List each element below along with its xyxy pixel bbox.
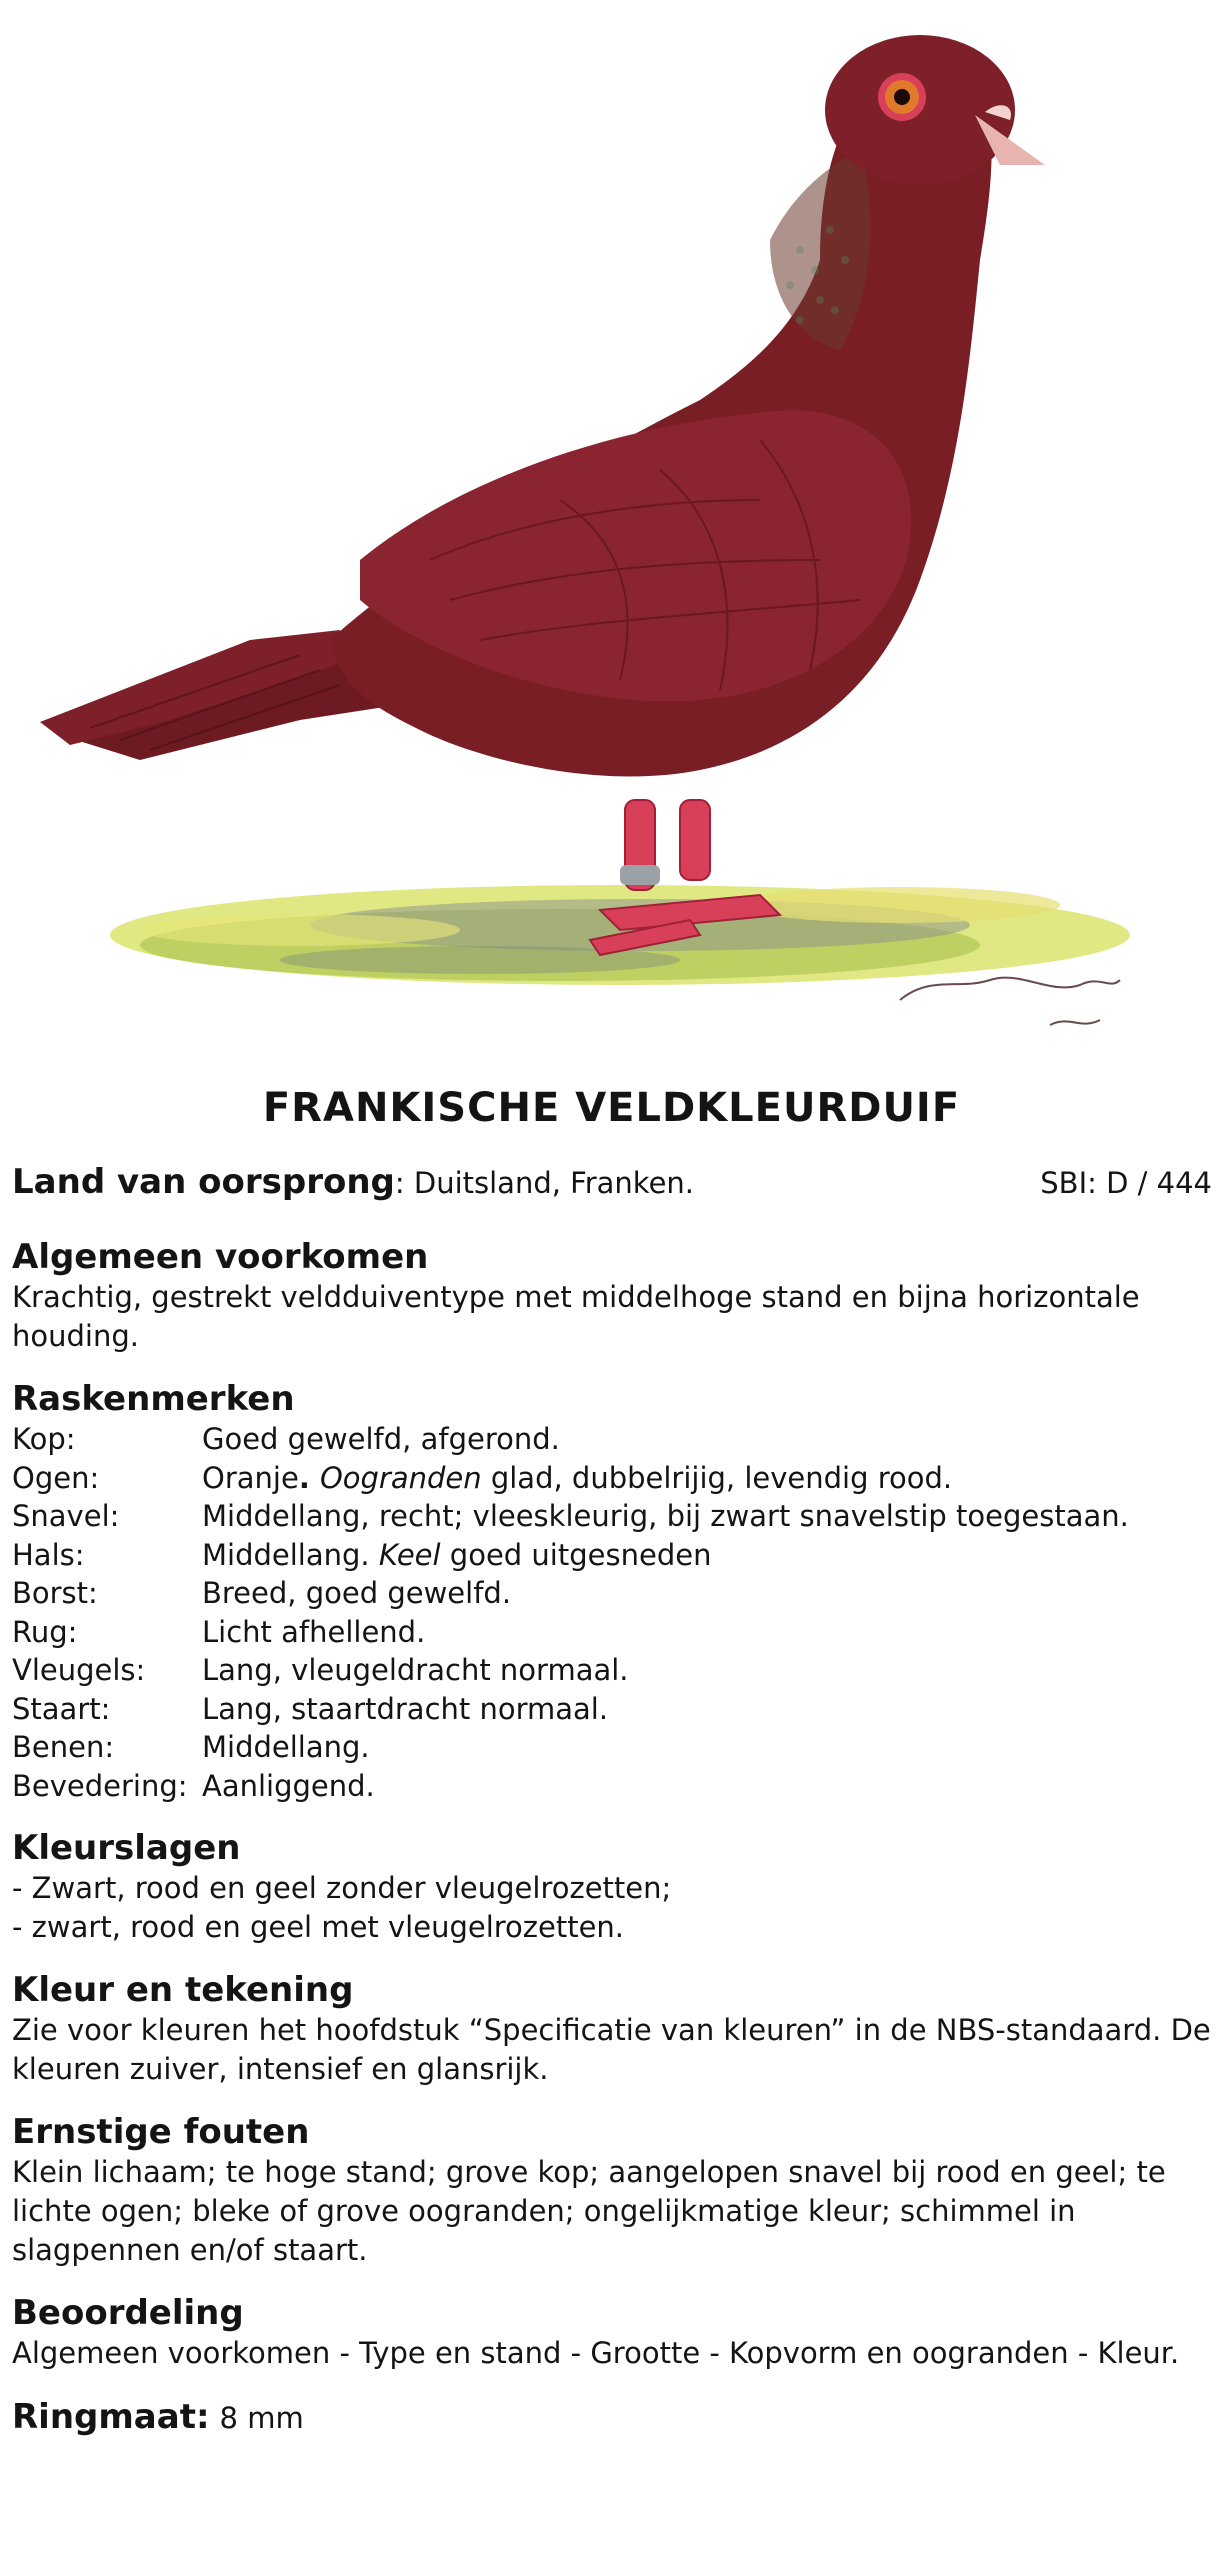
pigeon-drawing [0, 0, 1223, 1050]
trait-value: Lang, vleugeldracht normaal. [202, 1653, 629, 1687]
heading-raskenmerken: Raskenmerken [12, 1379, 295, 1419]
artist-signature [900, 978, 1120, 1025]
kleurslag-line: - Zwart, rood en geel zonder vleugelrozetten; [12, 1871, 672, 1905]
sbi-code: SBI: D / 444 [1040, 1166, 1212, 1200]
text-kleur: Zie voor kleuren het hoofdstuk “Specificatie van kleuren” in de NBS-standaard. De kleuren zuiver, intensief en glansrijk. [12, 2013, 1211, 2086]
heading-kleurslagen: Kleurslagen [12, 1828, 241, 1868]
trait-row [12, 1651, 1212, 1690]
trait-value: Goed gewelfd, afgerond. [202, 1422, 560, 1456]
trait-key: Hals: [12, 1537, 85, 1572]
trait-row [12, 1728, 1212, 1767]
section-algemeen [12, 1236, 1212, 1356]
trait-value: Lang, staartdracht normaal. [202, 1691, 609, 1726]
trait-row [12, 1459, 1212, 1498]
trait-key: Staart: [12, 1691, 111, 1726]
origin-row [12, 1162, 1212, 1214]
text-fouten: Klein lichaam; te hoge stand; grove kop; aangelopen snavel bij rood en geel; te lichte ogen; bleke of grove oogranden; ongelijkmatige kleur; schimmel in slagpennen en/of staart. [12, 2155, 1166, 2267]
leg-ring [620, 865, 660, 885]
section-kleur [12, 1969, 1212, 2089]
trait-row [12, 1420, 1212, 1459]
pigeon-illustration [0, 0, 1223, 1050]
trait-value: Middellang, recht; vleeskleurig, bij zwart snavelstip toegestaan. [202, 1499, 1129, 1533]
origin-field [12, 1162, 694, 1202]
trait-value-italic: Oogranden [319, 1460, 482, 1495]
trait-row [12, 1767, 1212, 1806]
trait-row [12, 1497, 1212, 1536]
breed-standard-text [12, 1162, 1212, 2437]
heading-fouten: Ernstige fouten [12, 2112, 310, 2152]
ringmaat-label: Ringmaat: [12, 2397, 210, 2437]
trait-row [12, 1613, 1212, 1652]
trait-key: Snavel: [12, 1499, 120, 1533]
trait-value-part: glad, dubbelrijig, levendig rood. [481, 1460, 953, 1495]
section-raskenmerken [12, 1378, 1212, 1805]
trait-key: Kop: [12, 1422, 76, 1456]
text-algemeen: Krachtig, gestrekt veldduiventype met middelhoge stand en bijna horizontale houding. [12, 1280, 1140, 1353]
trait-value [202, 1459, 1212, 1498]
trait-value-part: Middellang. [202, 1537, 379, 1572]
origin-value: : Duitsland, Franken. [394, 1166, 695, 1200]
trait-row [12, 1690, 1212, 1729]
heading-kleur: Kleur en tekening [12, 1970, 354, 2010]
section-fouten [12, 2111, 1212, 2270]
trait-row [12, 1574, 1212, 1613]
heading-algemeen: Algemeen voorkomen [12, 1237, 429, 1277]
breed-title: FRANKISCHE VELDKLEURDUIF [262, 1085, 961, 1131]
trait-value: Aanliggend. [202, 1768, 375, 1803]
trait-value-part: goed uitgesneden [440, 1537, 712, 1572]
trait-key: Bevedering: [12, 1768, 188, 1803]
trait-value-italic: Keel [378, 1537, 441, 1572]
trait-key: Rug: [12, 1614, 78, 1649]
section-beoordeling [12, 2292, 1212, 2373]
section-kleurslagen [12, 1827, 1212, 1947]
heading-beoordeling: Beoordeling [12, 2293, 244, 2333]
ringmaat-row [12, 2397, 1212, 2437]
origin-label: Land van oorsprong [12, 1162, 395, 1202]
trait-value: Breed, goed gewelfd. [202, 1576, 512, 1610]
trait-key: Vleugels: [12, 1653, 146, 1687]
trait-value [202, 1536, 1212, 1575]
trait-value-part: . [298, 1460, 320, 1495]
kleurslag-line: - zwart, rood en geel met vleugelrozetten. [12, 1910, 625, 1944]
traits-list [12, 1420, 1212, 1805]
trait-value: Licht afhellend. [202, 1614, 426, 1649]
trait-key: Ogen: [12, 1460, 100, 1495]
trait-key: Benen: [12, 1730, 115, 1764]
trait-key: Borst: [12, 1576, 98, 1610]
trait-row [12, 1536, 1212, 1575]
ringmaat-value: 8 mm [219, 2401, 304, 2435]
text-beoordeling: Algemeen voorkomen - Type en stand - Grootte - Kopvorm en oogranden - Kleur. [12, 2336, 1180, 2370]
trait-value-part: Oranje [202, 1460, 299, 1495]
trait-value: Middellang. [202, 1730, 370, 1764]
